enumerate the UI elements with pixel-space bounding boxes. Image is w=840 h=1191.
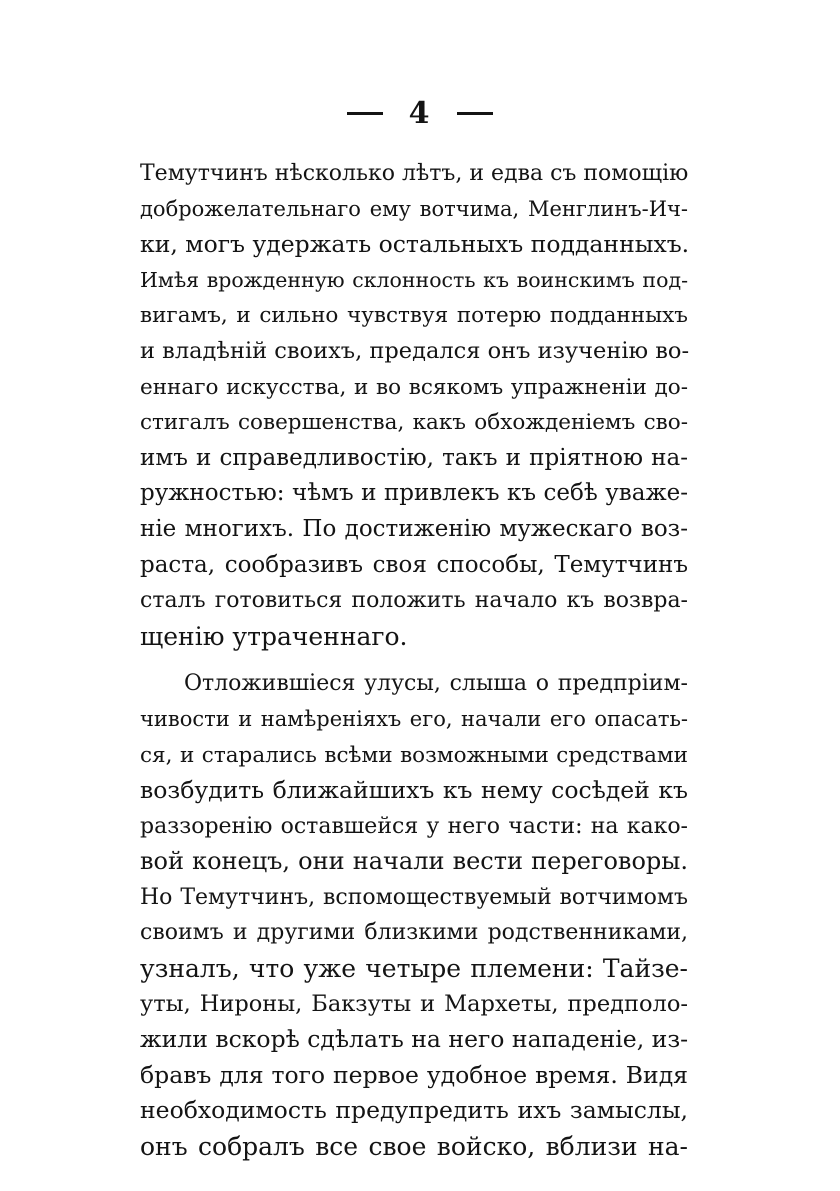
- header-dash-left: [347, 112, 383, 115]
- text-line: необходимость предупредить ихъ замыслы,: [140, 1096, 688, 1125]
- text-line: доброжелательнаго ему вотчима, Менглинъ-Ич-: [140, 196, 688, 221]
- body-text: [140, 156, 688, 1165]
- text-line: чивости и намѣреніяхъ его, начали его опасать-: [140, 706, 688, 731]
- text-line: узналъ, что уже четыре племени: Тайзе-: [140, 954, 688, 984]
- header-dash-right: [457, 112, 493, 115]
- text-line: уты, Нироны, Бакзуты и Мархеты, предполо-: [140, 990, 688, 1017]
- text-line: раста, сообразивъ своя способы, Темутчинъ: [140, 551, 688, 578]
- text-line: еннаго искусства, и во всякомъ упражненіи до-: [140, 374, 688, 400]
- text-line: возбудить ближайшихъ къ нему сосѣдей къ: [140, 776, 688, 805]
- text-line: раззоренію оставшейся у него части: на како-: [140, 813, 688, 839]
- paragraph-2: [140, 666, 688, 1164]
- text-line: ніе многихъ. По достиженію мужескаго воз-: [140, 515, 688, 542]
- text-line: Но Темутчинъ, вспомоществуемый вотчимомъ: [140, 884, 688, 910]
- text-line: имъ и справедливостію, такъ и пріятною на-: [140, 444, 688, 471]
- page-number: 4: [408, 96, 432, 131]
- text-line: ки, могъ удержать остальныхъ подданныхъ.: [140, 230, 690, 259]
- text-line: своимъ и другими близкими родственниками,: [140, 920, 688, 946]
- paragraph-1: [140, 156, 688, 654]
- text-line: и владѣній своихъ, предался онъ изученію во-: [140, 337, 690, 364]
- text-line: сталъ готовиться положить начало къ возвра-: [140, 588, 688, 614]
- text-line: ружностью: чѣмъ и привлекъ къ себѣ уваже-: [140, 480, 688, 507]
- text-line: вой конецъ, они начали вести переговоры.: [140, 847, 688, 876]
- text-line: бравъ для того первое удобное время. Видя: [140, 1060, 688, 1089]
- text-line: Имѣя врожденную склонность къ воинскимъ под-: [140, 267, 688, 292]
- text-line: щенію утраченнаго.: [140, 621, 408, 651]
- text-line: жили вскорѣ сдѣлать на него нападеніе, из-: [140, 1025, 689, 1054]
- text-line: Темутчинъ нѣсколько лѣтъ, и едва съ помощію: [140, 161, 689, 186]
- text-line: Отложившіеся улусы, слыша о предпріим-: [184, 671, 688, 697]
- page-header: [0, 96, 840, 132]
- text-line: онъ собралъ все свое войско, вблизи на-: [140, 1132, 688, 1162]
- text-line: вигамъ, и сильно чувствуя потерю подданныхъ: [140, 303, 688, 329]
- text-line: стигалъ совершенства, какъ обхожденіемъ сво-: [140, 410, 688, 436]
- text-line: ся, и старались всѣми возможными средствами: [140, 742, 688, 768]
- paragraph-gap: [140, 654, 688, 666]
